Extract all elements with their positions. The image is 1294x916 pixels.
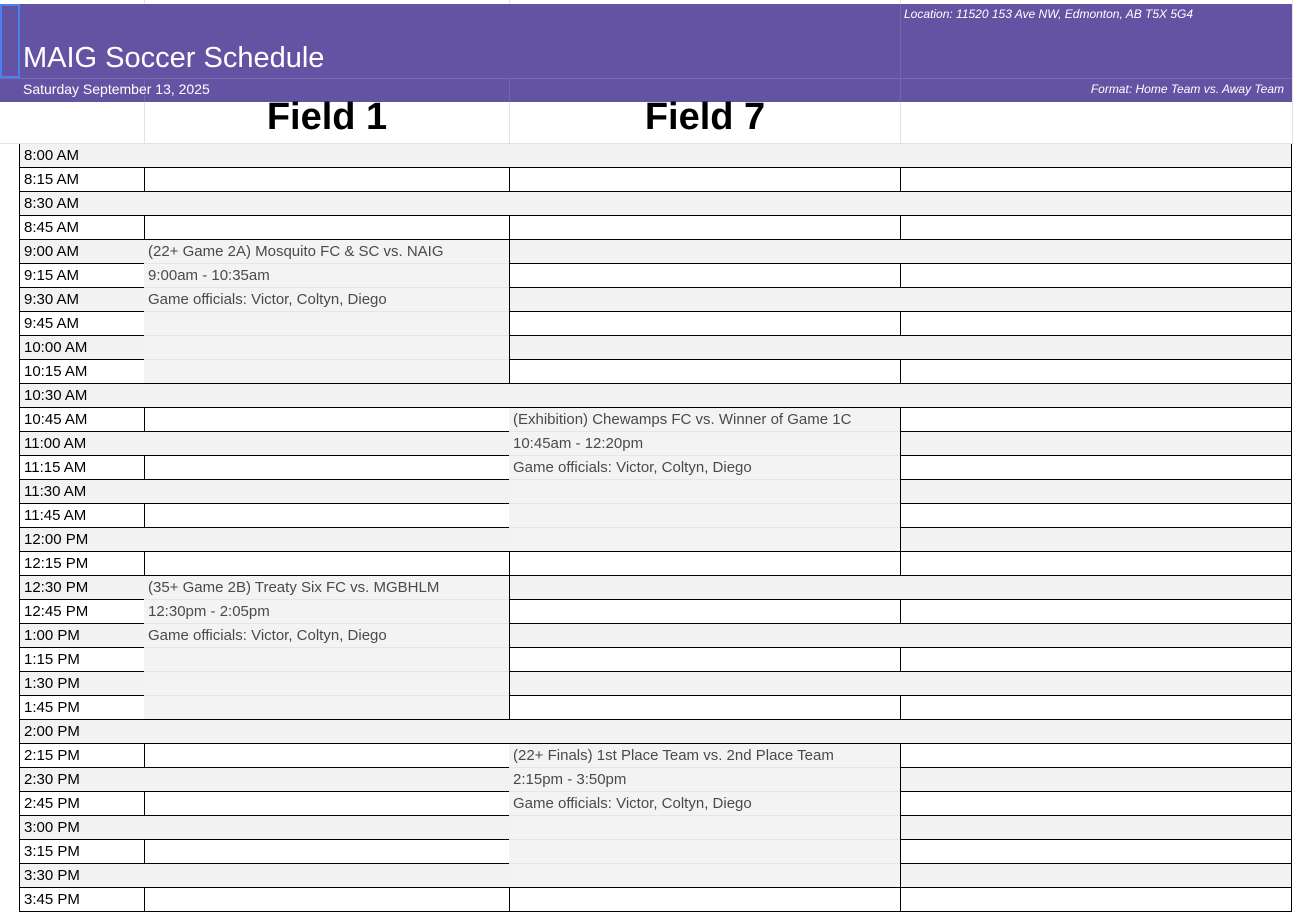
schedule-cell[interactable] (144, 528, 510, 552)
row-line (509, 863, 900, 864)
game-officials: Game officials: Victor, Coltyn, Diego (513, 459, 752, 476)
schedule-cell[interactable] (144, 816, 510, 840)
schedule-cell[interactable] (144, 168, 510, 192)
time-label[interactable]: 3:30 PM (19, 864, 145, 888)
schedule-cell[interactable] (900, 600, 1292, 624)
schedule-cell[interactable] (900, 480, 1292, 504)
time-label[interactable]: 11:30 AM (19, 480, 145, 504)
schedule-cell[interactable] (900, 240, 1292, 264)
schedule-cell[interactable] (900, 576, 1292, 600)
schedule-cell[interactable] (509, 312, 901, 336)
game-block-field1[interactable] (144, 576, 510, 720)
schedule-cell[interactable] (900, 384, 1292, 408)
schedule-cell[interactable] (900, 840, 1292, 864)
time-label[interactable]: 9:15 AM (19, 264, 145, 288)
time-label[interactable]: 2:30 PM (19, 768, 145, 792)
row-line (509, 503, 900, 504)
time-label[interactable]: 12:30 PM (19, 576, 145, 600)
field-1-heading: Field 1 (266, 96, 388, 138)
time-label[interactable]: 2:45 PM (19, 792, 145, 816)
schedule-cell[interactable] (144, 432, 510, 456)
schedule-cell[interactable] (144, 840, 510, 864)
time-label[interactable]: 8:00 AM (19, 144, 145, 168)
schedule-cell[interactable] (509, 240, 901, 264)
schedule-cell[interactable] (900, 624, 1292, 648)
time-row (0, 888, 1294, 912)
schedule-cell[interactable] (144, 768, 510, 792)
row-line (144, 335, 509, 336)
game-time: 9:00am - 10:35am (148, 267, 270, 284)
time-label[interactable]: 10:00 AM (19, 336, 145, 360)
game-officials: Game officials: Victor, Coltyn, Diego (148, 291, 387, 308)
schedule-cell[interactable] (900, 744, 1292, 768)
schedule-cell[interactable] (144, 864, 510, 888)
schedule-cell[interactable] (900, 720, 1292, 744)
time-label[interactable]: 8:45 AM (19, 216, 145, 240)
game-officials: Game officials: Victor, Coltyn, Diego (148, 627, 387, 644)
time-label[interactable]: 9:30 AM (19, 288, 145, 312)
schedule-cell[interactable] (144, 384, 510, 408)
game-title: (35+ Game 2B) Treaty Six FC vs. MGBHLM (148, 579, 440, 596)
time-label[interactable]: 1:15 PM (19, 648, 145, 672)
schedule-cell[interactable] (509, 600, 901, 624)
game-block-field7[interactable] (509, 408, 901, 552)
cell-selection-box[interactable] (0, 4, 20, 78)
page-title: MAIG Soccer Schedule (23, 42, 325, 74)
event-location: Location: 11520 153 Ave NW, Edmonton, AB T5X 5G4 (904, 7, 1194, 21)
time-label[interactable]: 12:45 PM (19, 600, 145, 624)
schedule-cell[interactable] (509, 576, 901, 600)
time-label[interactable]: 1:45 PM (19, 696, 145, 720)
row-line (509, 527, 900, 528)
time-label[interactable]: 10:15 AM (19, 360, 145, 384)
row-line (144, 695, 509, 696)
game-officials: Game officials: Victor, Coltyn, Diego (513, 795, 752, 812)
schedule-cell[interactable] (509, 168, 901, 192)
row-line (144, 359, 509, 360)
banner-column-line (900, 4, 901, 102)
schedule-cell[interactable] (509, 384, 901, 408)
time-label[interactable]: 3:00 PM (19, 816, 145, 840)
banner-divider (0, 78, 1292, 79)
time-row (0, 168, 1294, 192)
game-block-field1[interactable] (144, 240, 510, 384)
game-title: (Exhibition) Chewamps FC vs. Winner of Game 1C (513, 411, 852, 428)
game-title: (22+ Game 2A) Mosquito FC & SC vs. NAIG (148, 243, 444, 260)
schedule-cell[interactable] (509, 888, 901, 912)
time-row (0, 144, 1294, 168)
schedule-cell[interactable] (509, 144, 901, 168)
schedule-cell[interactable] (144, 504, 510, 528)
schedule-cell[interactable] (144, 792, 510, 816)
schedule-cell[interactable] (144, 192, 510, 216)
time-label[interactable]: 2:00 PM (19, 720, 145, 744)
time-label[interactable]: 3:15 PM (19, 840, 145, 864)
time-row (0, 552, 1294, 576)
time-row (0, 384, 1294, 408)
schedule-cell[interactable] (509, 216, 901, 240)
schedule-cell[interactable] (144, 480, 510, 504)
schedule-cell[interactable] (509, 360, 901, 384)
schedule-cell[interactable] (509, 336, 901, 360)
schedule-cell[interactable] (900, 336, 1292, 360)
time-label[interactable]: 10:45 AM (19, 408, 145, 432)
schedule-cell[interactable] (900, 552, 1292, 576)
time-label[interactable]: 1:30 PM (19, 672, 145, 696)
time-label[interactable]: 11:15 AM (19, 456, 145, 480)
schedule-cell[interactable] (900, 864, 1292, 888)
time-label[interactable]: 12:00 PM (19, 528, 145, 552)
schedule-cell[interactable] (144, 552, 510, 576)
game-time: 12:30pm - 2:05pm (148, 603, 270, 620)
schedule-cell[interactable] (900, 168, 1292, 192)
game-title: (22+ Finals) 1st Place Team vs. 2nd Place Team (513, 747, 834, 764)
schedule-cell[interactable] (900, 216, 1292, 240)
schedule-cell[interactable] (900, 672, 1292, 696)
schedule-cell[interactable] (509, 552, 901, 576)
game-time: 2:15pm - 3:50pm (513, 771, 627, 788)
time-label[interactable]: 11:45 AM (19, 504, 145, 528)
schedule-cell[interactable] (509, 192, 901, 216)
schedule-cell[interactable] (509, 624, 901, 648)
field-7-heading: Field 7 (644, 96, 766, 138)
schedule-cell[interactable] (900, 408, 1292, 432)
schedule-cell[interactable] (144, 144, 510, 168)
schedule-cell[interactable] (900, 504, 1292, 528)
time-label[interactable]: 12:15 PM (19, 552, 145, 576)
event-date: Saturday September 13, 2025 (23, 81, 210, 97)
format-note: Format: Home Team vs. Away Team (1090, 82, 1284, 96)
time-row (0, 192, 1294, 216)
schedule-cell[interactable] (900, 456, 1292, 480)
row-line (509, 839, 900, 840)
time-label[interactable]: 1:00 PM (19, 624, 145, 648)
time-label[interactable]: 11:00 AM (19, 432, 145, 456)
gridline (1292, 0, 1293, 144)
time-label[interactable]: 8:30 AM (19, 192, 145, 216)
schedule-cell[interactable] (900, 192, 1292, 216)
schedule-cell[interactable] (900, 312, 1292, 336)
schedule-cell[interactable] (144, 216, 510, 240)
game-block-field7[interactable] (509, 744, 901, 888)
time-row (0, 720, 1294, 744)
schedule-cell[interactable] (900, 288, 1292, 312)
schedule-cell[interactable] (900, 144, 1292, 168)
schedule-cell[interactable] (509, 672, 901, 696)
time-label[interactable]: 9:45 AM (19, 312, 145, 336)
schedule-cell[interactable] (900, 648, 1292, 672)
schedule-cell[interactable] (144, 456, 510, 480)
schedule-cell[interactable] (900, 528, 1292, 552)
game-time: 10:45am - 12:20pm (513, 435, 644, 452)
schedule-cell[interactable] (900, 768, 1292, 792)
time-label[interactable]: 10:30 AM (19, 384, 145, 408)
time-label[interactable]: 9:00 AM (19, 240, 145, 264)
time-row (0, 216, 1294, 240)
schedule-cell[interactable] (144, 888, 510, 912)
time-label[interactable]: 2:15 PM (19, 744, 145, 768)
schedule-cell[interactable] (509, 720, 901, 744)
schedule-cell[interactable] (144, 744, 510, 768)
schedule-cell[interactable] (144, 408, 510, 432)
row-line (144, 671, 509, 672)
schedule-cell[interactable] (509, 288, 901, 312)
schedule-cell[interactable] (900, 888, 1292, 912)
schedule-cell[interactable] (900, 360, 1292, 384)
schedule-cell[interactable] (509, 696, 901, 720)
time-label[interactable]: 3:45 PM (19, 888, 145, 912)
schedule-cell[interactable] (900, 696, 1292, 720)
time-label[interactable]: 8:15 AM (19, 168, 145, 192)
schedule-cell[interactable] (900, 264, 1292, 288)
schedule-cell[interactable] (900, 792, 1292, 816)
schedule-cell[interactable] (900, 816, 1292, 840)
schedule-cell[interactable] (900, 432, 1292, 456)
schedule-cell[interactable] (144, 720, 510, 744)
schedule-cell[interactable] (509, 648, 901, 672)
schedule-cell[interactable] (509, 264, 901, 288)
